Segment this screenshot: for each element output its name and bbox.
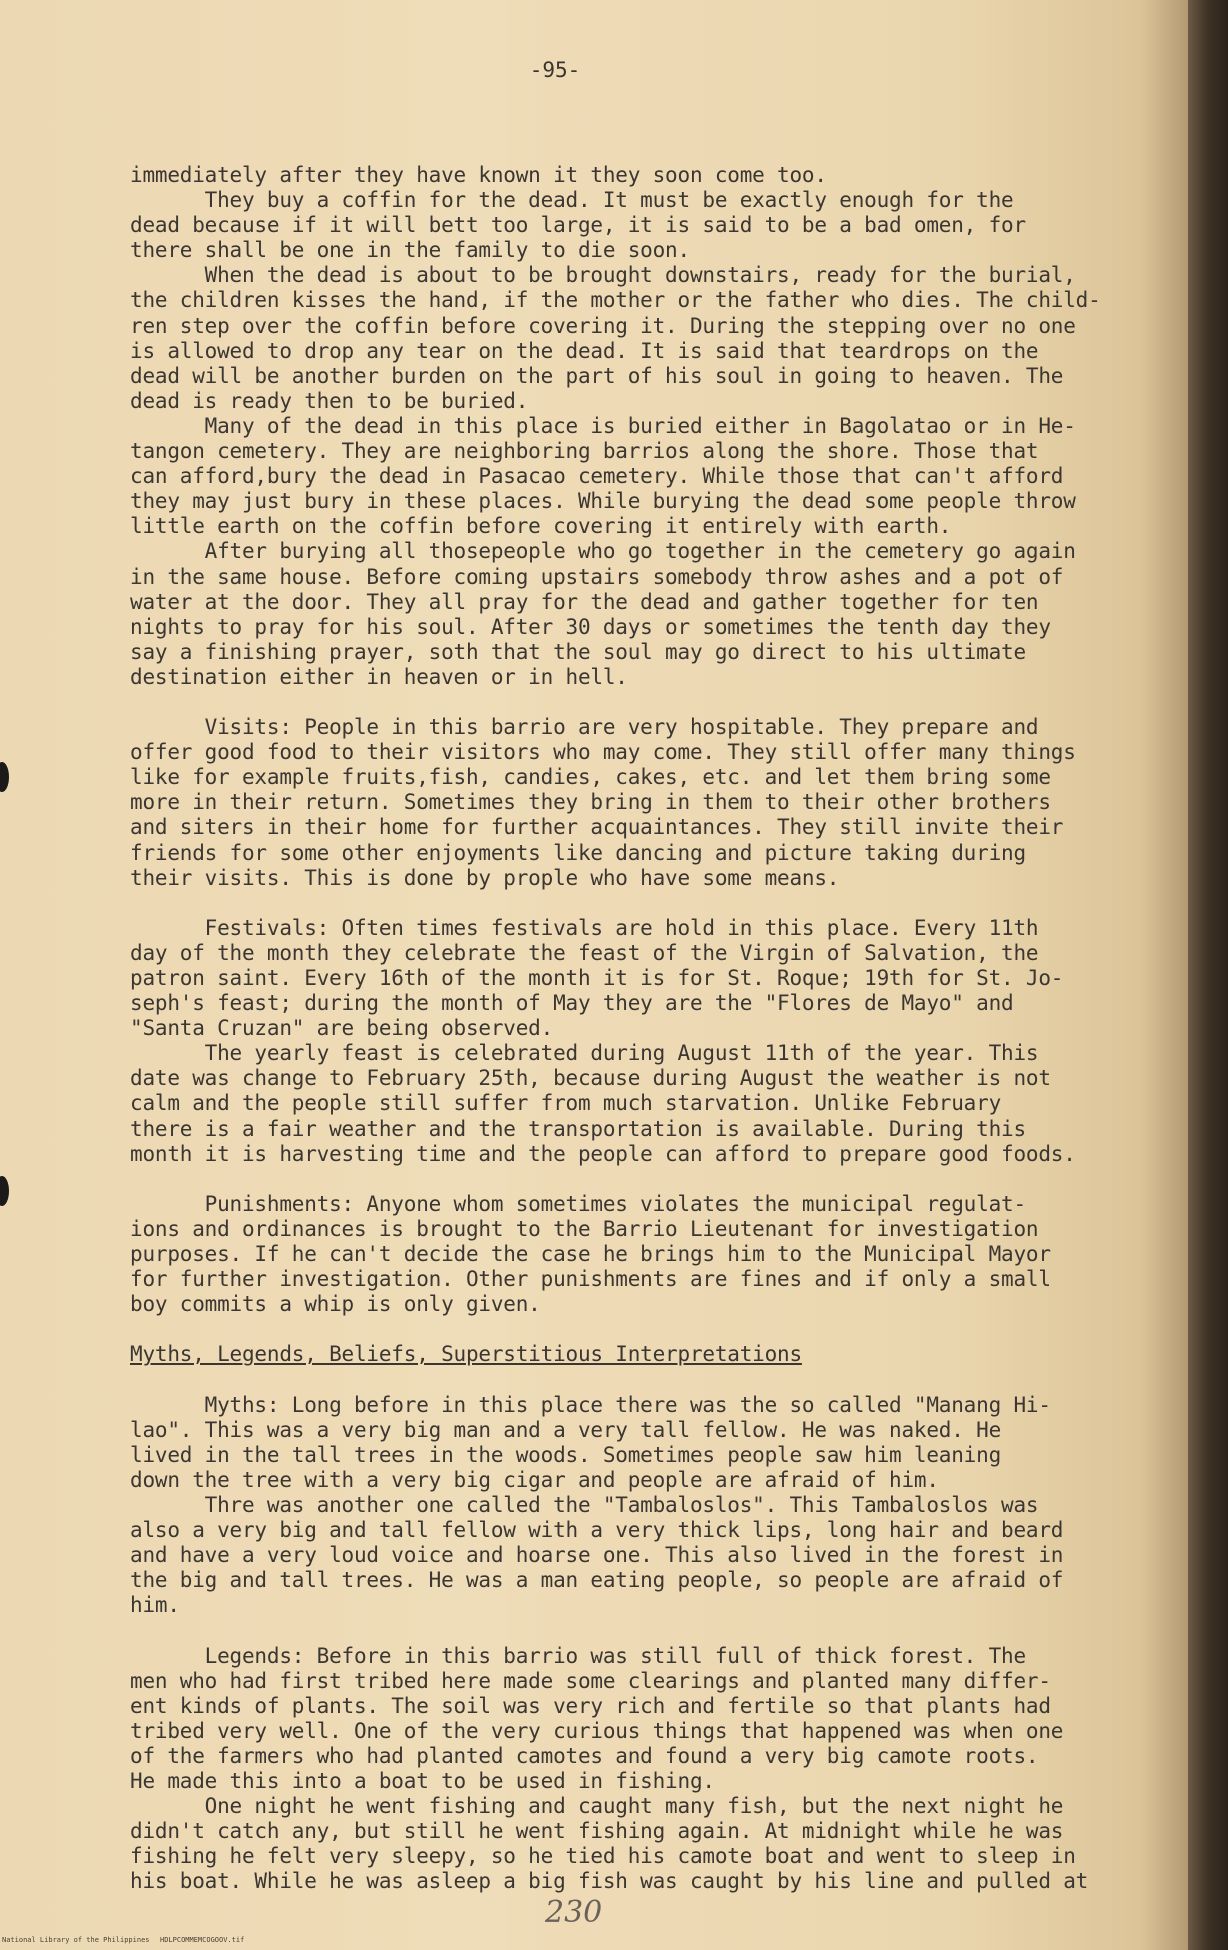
text-line: Festivals: Often times festivals are hold in this place. Every 11th: [130, 915, 1039, 940]
text-line: like for example fruits,fish, candies, cakes, etc. and let them bring some: [130, 765, 1051, 790]
text-line: seph's feast; during the month of May they are the "Flores de Mayo" and: [130, 991, 1014, 1016]
text-line: boy commits a whip is only given.: [130, 1292, 541, 1317]
text-line: One night he went fishing and caught many fish, but the next night he: [130, 1794, 1064, 1819]
text-line: patron saint. Every 16th of the month it is for St. Roque; 19th for St. Jo-: [130, 966, 1064, 990]
text-line: Thre was another one called the "Tambaloslos". This Tambaloslos was: [130, 1492, 1039, 1517]
text-line: fishing he felt very sleepy, so he tied his camote boat and went to sleep in: [130, 1844, 1076, 1869]
text-line: and siters in their home for further acquaintances. They still invite their: [130, 815, 1064, 840]
text-line: there shall be one in the family to die soon.: [130, 238, 690, 263]
text-line: lived in the tall trees in the woods. Sometimes people saw him leaning: [130, 1442, 1002, 1467]
binding-hole: [0, 762, 9, 792]
text-line: ren step over the coffin before covering it. During the stepping over no one: [130, 313, 1076, 338]
text-line: is allowed to drop any tear on the dead. It is said that teardrops on the: [130, 338, 1039, 363]
text-line: in the same house. Before coming upstairs somebody throw ashes and a pot of: [130, 564, 1064, 589]
text-line: The yearly feast is celebrated during August 11th of the year. This: [130, 1041, 1039, 1066]
text-line: dead will be another burden on the part of his soul in going to heaven. The: [130, 363, 1064, 388]
footer-library-credit: National Library of the Philippines: [2, 1936, 150, 1944]
text-line: Many of the dead in this place is buried either in Bagolatao or in He-: [130, 413, 1076, 438]
text-line: offer good food to their visitors who may come. They still offer many things: [130, 740, 1076, 765]
body-block-1: [130, 163, 1130, 1342]
text-line: more in their return. Sometimes they bring in them to their other brothers: [130, 790, 1051, 815]
text-line: say a finishing prayer, soth that the soul may go direct to his ultimate: [130, 639, 1026, 664]
text-line: immediately after they have known it they soon come too.: [130, 163, 827, 187]
text-line: calm and the people still suffer from much starvation. Unlike February: [130, 1091, 1002, 1116]
text-line: lao". This was a very big man and a very tall fellow. He was naked. He: [130, 1417, 1002, 1442]
heading-spacer: [130, 1368, 1130, 1393]
text-line: of the farmers who had planted camotes and found a very big camote roots.: [130, 1743, 1039, 1768]
paragraph-gap: [130, 1317, 1130, 1342]
text-line: date was change to February 25th, because during August the weather is not: [130, 1066, 1051, 1091]
paragraph-gap: [130, 1618, 1130, 1643]
text-line: can afford,bury the dead in Pasacao cemetery. While those that can't afford: [130, 464, 1064, 489]
binding-hole: [0, 1176, 9, 1206]
text-line: little earth on the coffin before covering it entirely with earth.: [130, 514, 952, 539]
text-line: for further investigation. Other punishments are fines and if only a small: [130, 1267, 1051, 1292]
text-line: ions and ordinances is brought to the Barrio Lieutenant for investigation: [130, 1216, 1039, 1241]
text-line: their visits. This is done by prople who have some means.: [130, 865, 840, 890]
text-line: tangon cemetery. They are neighboring barrios along the shore. Those that: [130, 439, 1039, 464]
text-line: him.: [130, 1593, 180, 1618]
paragraph-gap: [130, 690, 1130, 715]
section-heading: Myths, Legends, Beliefs, Superstitious Interpretations: [130, 1342, 802, 1367]
text-line: they may just bury in these places. While burying the dead some people throw: [130, 489, 1076, 514]
text-line: the children kisses the hand, if the mother or the father who dies. The child-: [130, 288, 1101, 313]
paragraph-gap: [130, 891, 1130, 916]
text-line: day of the month they celebrate the feast of the Virgin of Salvation, the: [130, 940, 1039, 965]
text-line: After burying all thosepeople who go together in the cemetery go again: [130, 539, 1076, 564]
book-spine: [1188, 0, 1228, 1950]
text-line: dead is ready then to be buried.: [130, 388, 529, 413]
text-line: "Santa Cruzan" are being observed.: [130, 1016, 554, 1041]
paragraph-gap: [130, 1167, 1130, 1192]
text-line: They buy a coffin for the dead. It must be exactly enough for the: [130, 188, 1014, 213]
document-body: [130, 163, 1130, 1894]
text-line: dead because if it will bett too large, it is said to be a bad omen, for: [130, 213, 1026, 238]
text-line: Punishments: Anyone whom sometimes violates the municipal regulat-: [130, 1191, 1026, 1216]
text-line: nights to pray for his soul. After 30 days or sometimes the tenth day they: [130, 614, 1051, 639]
text-line: also a very big and tall fellow with a very thick lips, long hair and beard: [130, 1518, 1064, 1543]
text-line: and have a very loud voice and hoarse one. This also lived in the forest in: [130, 1543, 1064, 1568]
text-line: destination either in heaven or in hell.: [130, 664, 628, 689]
body-block-2: [130, 1393, 1130, 1895]
text-line: down the tree with a very big cigar and people are afraid of him.: [130, 1467, 939, 1492]
text-line: He made this into a boat to be used in fishing.: [130, 1769, 715, 1793]
text-line: water at the door. They all pray for the dead and gather together for ten: [130, 589, 1039, 614]
text-line: didn't catch any, but still he went fishing again. At midnight while he was: [130, 1819, 1064, 1844]
text-line: Myths: Long before in this place there was the so called "Manang Hi-: [130, 1392, 1051, 1417]
footer-file-code: HDLPCOMMEMCOGOOV.tif: [160, 1936, 245, 1944]
text-line: Legends: Before in this barrio was still full of thick forest. The: [130, 1643, 1026, 1668]
text-line: his boat. While he was asleep a big fish was caught by his line and pulled at: [130, 1869, 1089, 1894]
handwritten-page-number: 230: [545, 1895, 603, 1930]
text-line: the big and tall trees. He was a man eating people, so people are afraid of: [130, 1568, 1064, 1593]
text-line: ent kinds of plants. The soil was very rich and fertile so that plants had: [130, 1693, 1051, 1718]
text-line: month it is harvesting time and the people can afford to prepare good foods.: [130, 1141, 1076, 1166]
text-line: there is a fair weather and the transportation is available. During this: [130, 1116, 1026, 1141]
text-line: friends for some other enjoyments like dancing and picture taking during: [130, 840, 1026, 865]
text-line: tribed very well. One of the very curious things that happened was when one: [130, 1718, 1064, 1743]
text-line: When the dead is about to be brought downstairs, ready for the burial,: [130, 263, 1076, 288]
page-number: -95-: [529, 58, 581, 82]
text-line: purposes. If he can't decide the case he brings him to the Municipal Mayor: [130, 1242, 1051, 1267]
text-line: Visits: People in this barrio are very hospitable. They prepare and: [130, 715, 1039, 740]
text-line: men who had first tribed here made some clearings and planted many differ-: [130, 1668, 1051, 1693]
